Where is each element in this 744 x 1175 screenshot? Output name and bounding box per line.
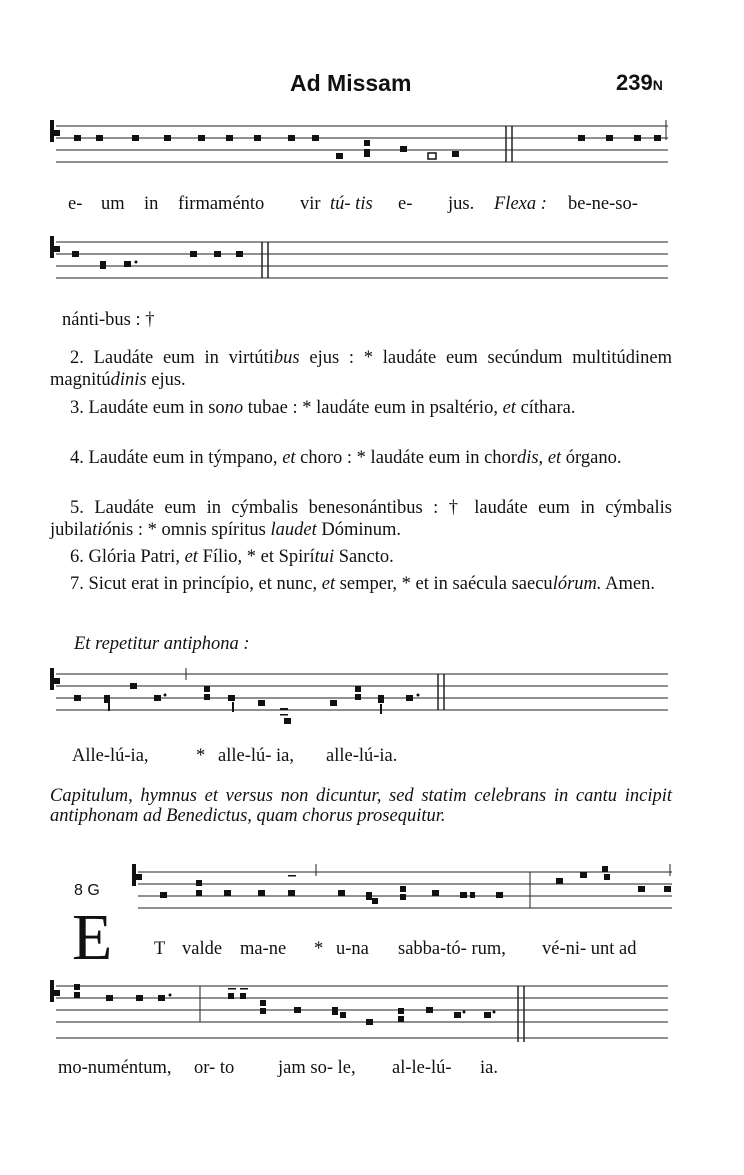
syllable: mo-numéntum,: [58, 1058, 172, 1078]
verse-3: [50, 397, 672, 419]
verse-number: 3.: [70, 398, 84, 418]
verse-text: órgano.: [561, 448, 622, 468]
verse-number: 6.: [70, 547, 84, 567]
verse-2: [50, 347, 672, 391]
syllable: um: [101, 194, 125, 214]
verse-text: semper, * et in saécula saecu: [335, 574, 553, 594]
syllable: firmaménto: [178, 194, 265, 214]
syllable: alle-lú- ia,: [218, 746, 295, 766]
syllable: jus.: [448, 194, 475, 214]
flexa-label: Flexa :: [494, 194, 547, 214]
syllable: e-: [68, 194, 83, 214]
verse-text-italic: tui: [314, 547, 335, 567]
verse-text-italic: lórum.: [552, 574, 602, 594]
syllable: sabba-tó- rum,: [398, 939, 506, 959]
syllable: T: [154, 939, 166, 959]
page-number-suffix: N: [652, 77, 663, 93]
verse-text: Laudáte eum in virtúti: [93, 348, 274, 368]
syllable: al-le-lú-: [392, 1058, 452, 1078]
initial-letter: E: [72, 901, 113, 974]
verse-text: ejus : * laudáte eum secúndum multitúdinem magnitú: [50, 348, 672, 390]
page-number: [616, 70, 663, 96]
page-title: Ad Missam: [290, 70, 412, 96]
verse-text-italic: no: [224, 398, 244, 418]
verse-text-italic: dis,: [516, 448, 544, 468]
syllable: jam so- le,: [278, 1058, 356, 1078]
syllable: Alle-lú-ia,: [72, 746, 149, 766]
page-number-digits: 239: [616, 70, 653, 95]
verse-text: Sancto.: [334, 547, 394, 567]
verse-text: choro : * laudáte eum in chor: [295, 448, 517, 468]
verse-4: [50, 447, 672, 469]
verse-6: [50, 546, 672, 568]
staff-5-svg: [50, 978, 670, 1044]
verse-text-italic: laudet: [270, 520, 317, 540]
mode-label: 8 G: [74, 882, 100, 899]
syllable: be-ne-so-: [568, 194, 638, 214]
verse-text: Amen.: [601, 574, 655, 594]
verse-text: tubae : * laudáte eum in psaltério,: [243, 398, 503, 418]
chant-staff-2: [50, 236, 670, 284]
chant-staff-3: [50, 666, 670, 714]
syllable: ia.: [480, 1058, 498, 1078]
verse-text-italic: bus: [273, 348, 300, 368]
syllable: in: [144, 194, 159, 214]
verse-text-italic: dinis: [110, 370, 147, 390]
syllable: tú- tis: [330, 194, 373, 214]
syllable: e-: [398, 194, 413, 214]
syllable: vir: [300, 194, 321, 214]
verse-text-italic: et: [321, 574, 336, 594]
syllable: ma-ne: [240, 939, 287, 959]
syllable: *: [196, 746, 206, 766]
verse-text-italic: et: [502, 398, 516, 418]
page-header: [0, 70, 744, 100]
syllable: or- to: [194, 1058, 235, 1078]
syllable: *: [314, 939, 324, 959]
verse-number: 7.: [70, 574, 84, 594]
verse-text: Laudáte eum in týmpano,: [88, 448, 283, 468]
verse-text: Sicut erat in princípio, et nunc,: [88, 574, 322, 594]
syllable: valde: [182, 939, 223, 959]
verse-text: Fílio, * et Spirí: [197, 547, 315, 567]
verse-7: [50, 573, 672, 595]
verse-text: Glória Patri,: [88, 547, 185, 567]
verse-text-italic: et: [547, 448, 562, 468]
verse-text: nis : * omnis spíritus: [111, 520, 271, 540]
rubric-capitulum: Capitulum, hymnus et versus non dicuntur, sed statim celebrans in cantu incipit antiphonam ad Benedictus, quam chorus prosequitur.: [50, 786, 672, 826]
syllable: vé-ni- unt ad: [542, 939, 637, 959]
verse-number: 2.: [70, 348, 84, 368]
chant-staff-4: [130, 858, 674, 906]
syllable: alle-lú-ia.: [326, 746, 398, 766]
verse-text: Laudáte eum in cýmbalis benesonántibus : † laudáte eum in cýmbalis jubila: [50, 498, 672, 540]
verse-text: Laudáte eum in so: [88, 398, 225, 418]
verse-text-italic: tió: [92, 520, 112, 540]
verse-number: 5.: [70, 498, 84, 518]
verse-text: ejus.: [146, 370, 186, 390]
verse-text-italic: et: [184, 547, 198, 567]
verse-text-italic: et: [282, 448, 296, 468]
rubric-repeat: Et repetitur antiphona :: [74, 634, 250, 654]
staff-2-svg: [50, 236, 670, 286]
verse-text: cíthara.: [515, 398, 576, 418]
chant-staff-1: [50, 118, 670, 166]
verse-text: Dóminum.: [316, 520, 402, 540]
staff-4-svg: [130, 858, 674, 922]
staff-1-svg: [50, 118, 670, 168]
syllable: nánti-bus : †: [62, 310, 155, 330]
verse-5: [50, 497, 672, 541]
verse-number: 4.: [70, 448, 84, 468]
staff-3-svg: [50, 666, 670, 728]
syllable: u-na: [336, 939, 369, 959]
chant-staff-5: [50, 978, 670, 1026]
